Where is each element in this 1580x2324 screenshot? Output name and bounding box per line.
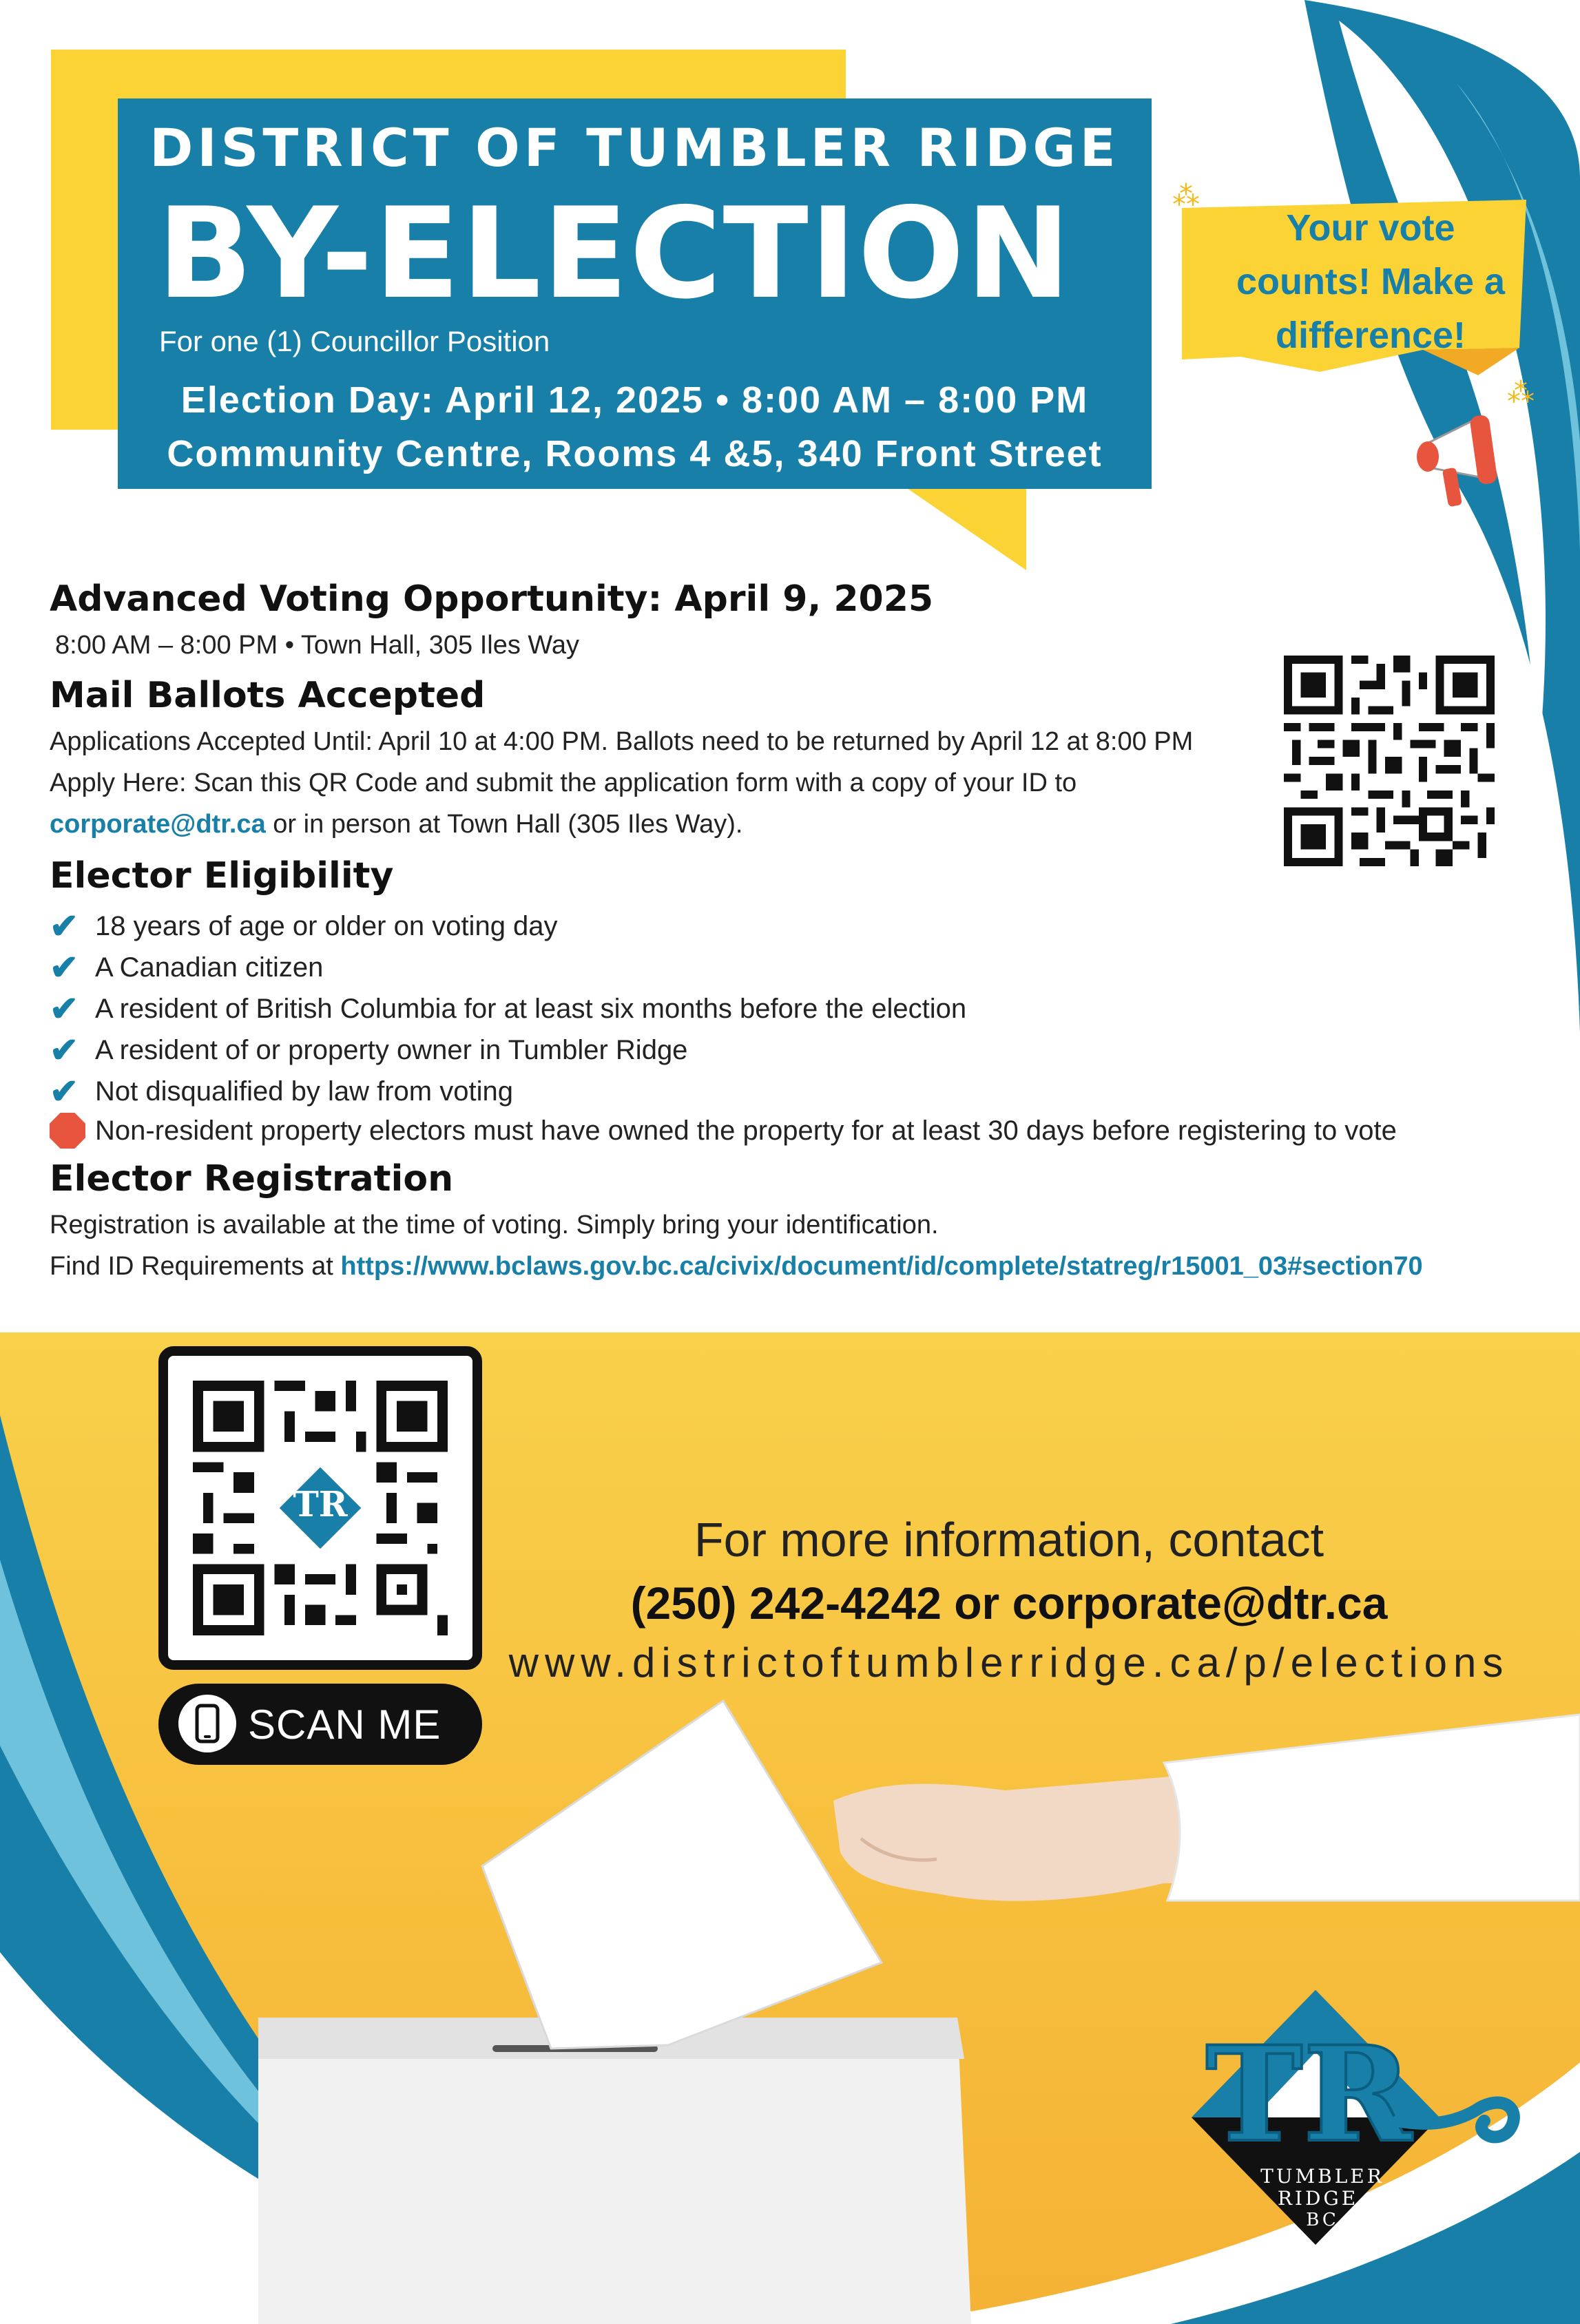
mail-ballots-contact-rest: or in person at Town Hall (305 Iles Way). — [265, 810, 743, 839]
logo-line-2: RIDGE, — [1277, 2187, 1368, 2210]
checkmark-icon: ✔ — [50, 990, 79, 1028]
eligibility-item — [50, 989, 966, 1029]
id-requirements-link[interactable]: https://www.bclaws.gov.bc.ca/civix/document/id/complete/statreg/r15001_03#section70 — [340, 1252, 1423, 1281]
megaphone-icon — [1405, 403, 1508, 513]
registration-info: Registration is available at the time of voting. Simply bring your identification. — [50, 1211, 939, 1239]
advanced-voting-details: 8:00 AM – 8:00 PM • Town Hall, 305 Iles Way — [55, 631, 580, 660]
eligibility-item-text: A resident of British Columbia for at least six months before the election — [95, 993, 967, 1024]
registration-id-requirements — [50, 1252, 1423, 1281]
eligibility-item-text: A resident of or property owner in Tumbler Ridge — [95, 1034, 688, 1065]
right-swoosh-decoration — [1098, 0, 1580, 1033]
mail-ballot-qr-code[interactable] — [1284, 656, 1495, 866]
eligibility-heading: Elector Eligibility — [50, 855, 394, 897]
checkmark-icon: ✔ — [50, 1031, 79, 1069]
eligibility-item — [50, 906, 558, 946]
phone-icon — [178, 1694, 237, 1753]
eligibility-warning — [50, 1113, 1397, 1149]
spark-icon: ⁂ — [1507, 378, 1535, 408]
election-day-line: Election Day: April 12, 2025 • 8:00 AM – 8:00 PM — [180, 379, 1089, 421]
eligibility-item-text: 18 years of age or older on voting day — [95, 910, 558, 941]
id-requirements-prefix: Find ID Requirements at — [50, 1252, 341, 1281]
checkmark-icon: ✔ — [50, 1072, 79, 1111]
eligibility-item-text: A Canadian citizen — [95, 952, 324, 983]
checkmark-icon: ✔ — [50, 948, 79, 987]
badge-line-1: Your vote — [1286, 207, 1455, 249]
contact-website[interactable]: www.districtoftumblerridge.ca/p/elections — [508, 1640, 1510, 1686]
header-title: BY-ELECTION — [157, 180, 1072, 326]
election-location-line: Community Centre, Rooms 4 &5, 340 Front Street — [167, 433, 1103, 474]
header-district-name: DISTRICT OF TUMBLER RIDGE — [149, 117, 1120, 178]
advanced-voting-heading: Advanced Voting Opportunity: April 9, 2025 — [50, 578, 934, 620]
eligibility-item — [50, 1071, 513, 1111]
contact-phone-email[interactable]: (250) 242-4242 or corporate@dtr.ca — [630, 1578, 1388, 1629]
mail-ballots-heading: Mail Ballots Accepted — [50, 675, 486, 716]
scan-qr-code[interactable] — [193, 1381, 448, 1635]
eligibility-item — [50, 1030, 687, 1070]
scan-me-label: SCAN ME — [248, 1702, 441, 1748]
mail-ballots-contact — [50, 810, 742, 839]
mail-ballots-apply: Apply Here: Scan this QR Code and submit the application form with a copy of your ID to — [50, 768, 1077, 797]
tumbler-ridge-logo — [1171, 1983, 1529, 2272]
spark-icon: ⁂ — [1172, 181, 1200, 211]
eligibility-warning-text: Non-resident property electors must have owned the property for at least 30 days before registering to vote — [95, 1115, 1397, 1146]
stop-sign-icon — [50, 1113, 85, 1149]
contact-intro: For more information, contact — [694, 1513, 1324, 1567]
eligibility-item — [50, 948, 323, 987]
header-subtitle: For one (1) Councillor Position — [159, 325, 550, 357]
logo-line-3: BC — [1306, 2210, 1339, 2230]
badge-line-2: counts! Make a — [1236, 261, 1506, 302]
eligibility-item-text: Not disqualified by law from voting — [95, 1076, 513, 1107]
badge-line-3: difference! — [1275, 315, 1466, 356]
qr-logo-monogram: TR — [293, 1483, 348, 1525]
mail-ballots-deadline: Applications Accepted Until: April 10 at 4:00 PM. Ballots need to be returned by April 12 at 8:00 PM — [50, 727, 1194, 756]
logo-line-1: TUMBLER — [1260, 2165, 1384, 2188]
logo-monogram: TR — [1205, 2018, 1412, 2171]
vote-counts-text — [1198, 201, 1543, 362]
registration-heading: Elector Registration — [50, 1158, 454, 1200]
email-link[interactable]: corporate@dtr.ca — [50, 810, 266, 839]
checkmark-icon: ✔ — [50, 907, 79, 945]
